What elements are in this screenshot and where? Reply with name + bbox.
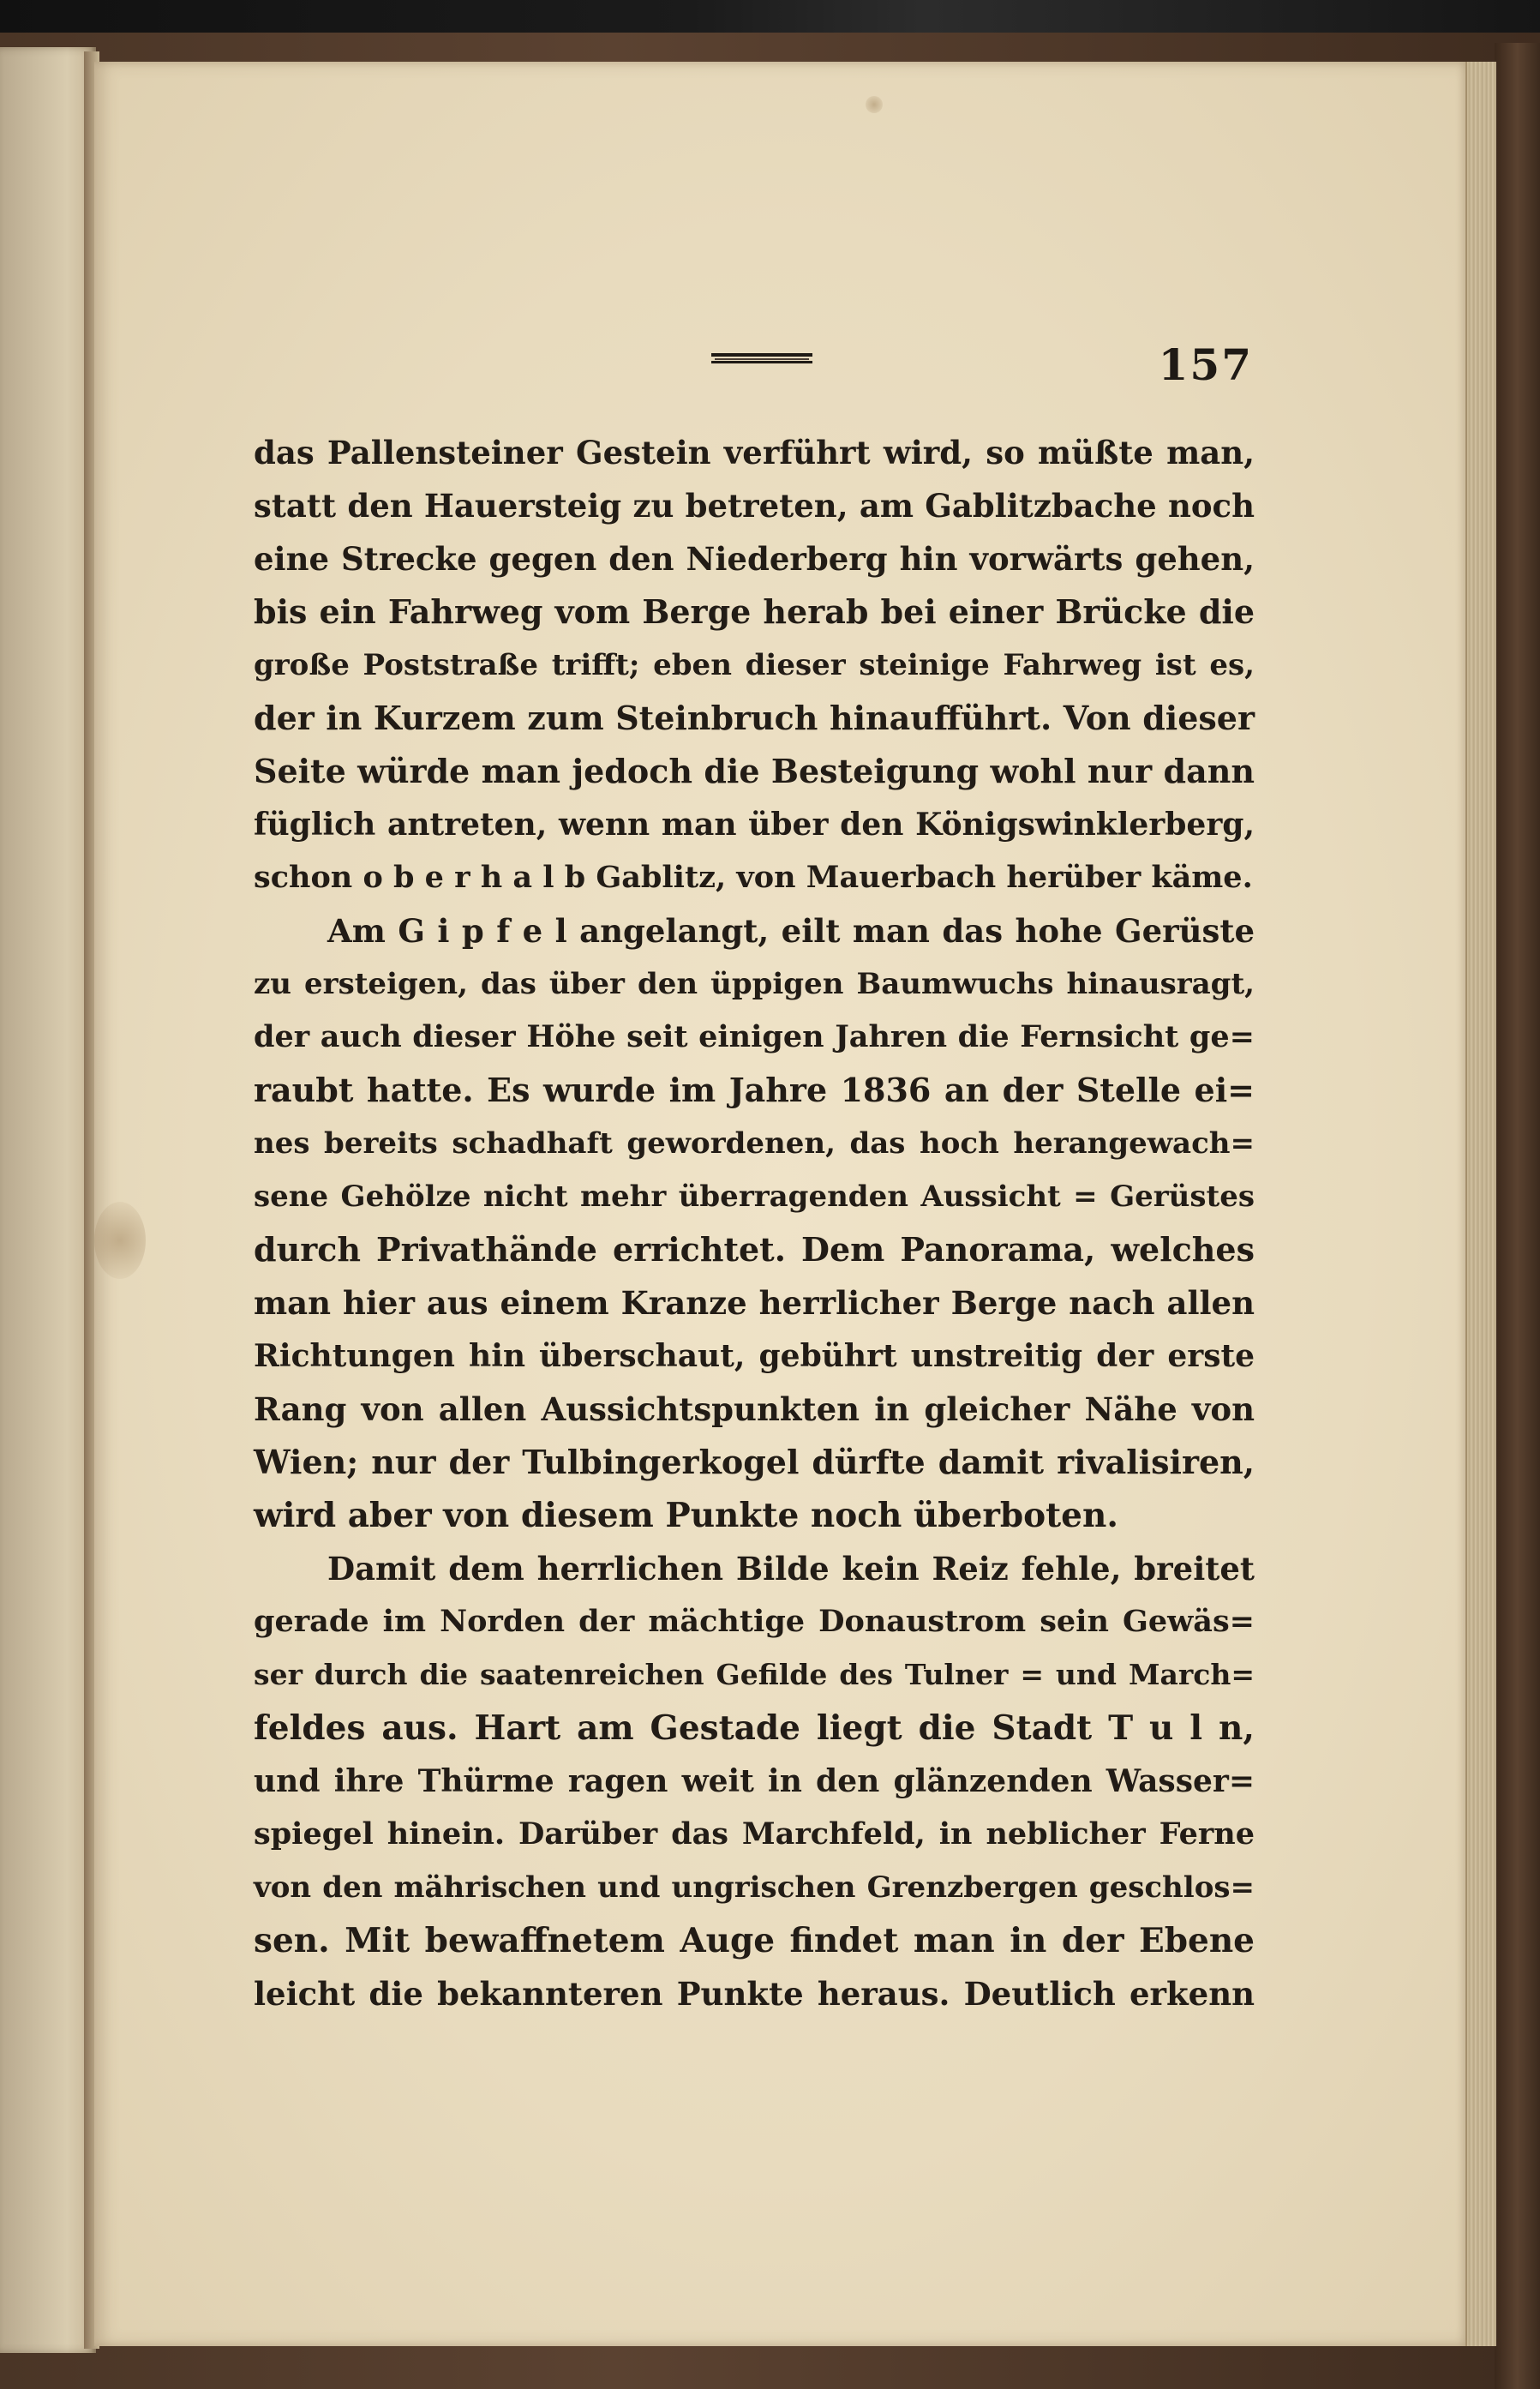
text-line: feldes aus. Hart am Gestade liegt die Stadt T u l n,: [254, 1708, 1255, 1748]
text-line: Richtungen hin überschaut, gebührt unstreitig der erste: [254, 1338, 1255, 1374]
book-cover-edge: [1495, 43, 1540, 2389]
text-line: ser durch die saatenreichen Gefilde des Tulner = und March=: [254, 1658, 1255, 1691]
text-line: sen. Mit bewaffnetem Auge findet man in der Ebene: [254, 1921, 1255, 1960]
text-line: wird aber von diesem Punkte noch überboten.: [254, 1496, 1118, 1535]
header-ornament-rule: [711, 353, 812, 363]
page-stain: [94, 1202, 146, 1279]
text-line: gerade im Norden der mächtige Donaustrom sein Gewäs=: [254, 1604, 1255, 1639]
page-number: 157: [1158, 339, 1253, 390]
text-line: spiegel hinein. Darüber das Marchfeld, in neblicher Ferne: [254, 1816, 1255, 1852]
text-line: man hier aus einem Kranze herrlicher Berge nach allen: [254, 1284, 1255, 1322]
text-line: und ihre Thürme ragen weit in den glänzenden Wasser=: [254, 1763, 1255, 1799]
text-line: eine Strecke gegen den Niederberg hin vorwärts gehen,: [254, 540, 1255, 578]
text-line: von den mährischen und ungrischen Grenzbergen geschlos=: [254, 1870, 1255, 1905]
text-line: der auch dieser Höhe seit einigen Jahren die Fernsicht ge=: [254, 1019, 1255, 1054]
left-page-edge: [0, 47, 96, 2353]
text-line: Damit dem herrlichen Bilde kein Reiz fehle, breitet: [327, 1550, 1255, 1588]
text-line: schon o b e r h a l b Gablitz, von Mauerbach herüber käme.: [254, 860, 1253, 895]
text-line: durch Privathände errichtet. Dem Panorama, welches: [254, 1230, 1255, 1269]
body-text: [254, 426, 1255, 2020]
text-line: große Poststraße trifft; eben dieser steinige Fahrweg ist es,: [254, 648, 1255, 682]
text-line: Am G i p f e l angelangt, eilt man das hohe Gerüste: [327, 912, 1255, 950]
text-line: füglich antreten, wenn man über den Königswinklerberg,: [254, 807, 1255, 843]
text-line: das Pallensteiner Gestein verführt wird, so müßte man,: [254, 434, 1255, 471]
text-line: sene Gehölze nicht mehr überragenden Aussicht = Gerüstes: [254, 1179, 1255, 1214]
text-line: zu ersteigen, das über den üppigen Baumwuchs hinausragt,: [254, 967, 1255, 1001]
text-line: Rang von allen Aussichtspunkten in gleicher Nähe von: [254, 1390, 1255, 1428]
text-line: leicht die bekannteren Punkte heraus. Deutlich erkenn: [254, 1975, 1255, 2013]
text-line: raubt hatte. Es wurde im Jahre 1836 an der Stelle ei=: [254, 1071, 1255, 1109]
text-line: der in Kurzem zum Steinbruch hinaufführt. Von dieser: [254, 699, 1255, 737]
page-fore-edge: [1465, 62, 1496, 2346]
text-line: Seite würde man jedoch die Besteigung wohl nur dann: [254, 752, 1255, 790]
page-stain: [866, 96, 883, 113]
text-line: bis ein Fahrweg vom Berge herab bei einer Brücke die: [254, 592, 1255, 631]
text-line: Wien; nur der Tulbingerkogel dürfte damit rivalisiren,: [254, 1443, 1255, 1481]
text-line: nes bereits schadhaft gewordenen, das hoch herangewach=: [254, 1126, 1255, 1161]
text-line: statt den Hauersteig zu betreten, am Gablitzbache noch: [254, 487, 1255, 525]
